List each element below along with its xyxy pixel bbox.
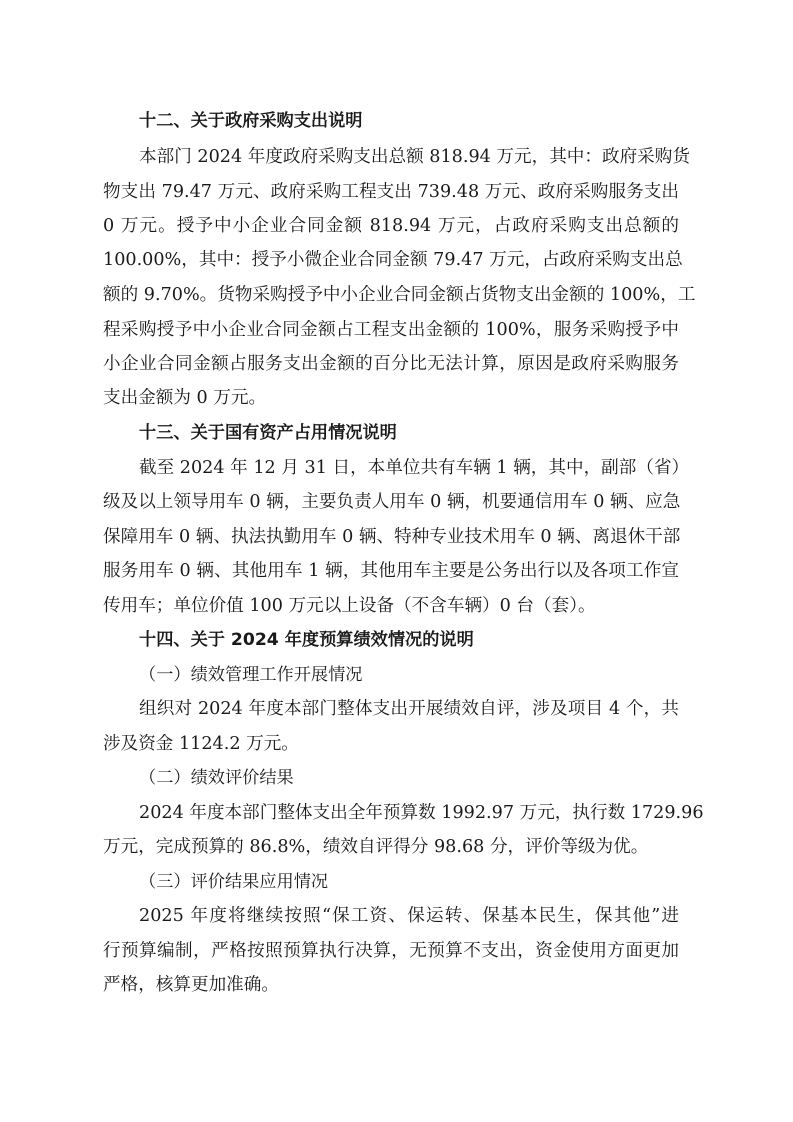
paragraph-line: 万元，完成预算的 86.8%，绩效自评得分 98.68 分，评价等级为优。 — [103, 837, 649, 857]
section-heading-14: 十四、关于 2024 年度预算绩效情况的说明 — [139, 630, 474, 650]
subsection-heading-3: （三）评价结果应用情况 — [139, 872, 329, 892]
paragraph-line: 程采购授予中小企业合同金额占工程支出金额的 100%，服务采购授予中 — [103, 320, 679, 340]
subsection-heading-2: （二）绩效评价结果 — [139, 768, 294, 788]
paragraph-line: 行预算编制，严格按照预算执行决算，无预算不支出，资金使用方面更加 — [103, 941, 679, 961]
paragraph-line: 2025 年度将继续按照“保工资、保运转、保基本民生，保其他”进 — [139, 906, 679, 926]
paragraph-line: 0 万元。授予中小企业合同金额 818.94 万元，占政府采购支出总额的 — [103, 216, 679, 236]
paragraph-line: 2024 年度本部门整体支出全年预算数 1992.97 万元，执行数 1729.96 — [139, 803, 704, 823]
paragraph-line: 涉及资金 1124.2 万元。 — [103, 734, 299, 754]
paragraph-line: 截至 2024 年 12 月 31 日，本单位共有车辆 1 辆，其中，副部（省） — [139, 458, 690, 478]
subsection-heading-1: （一）绩效管理工作开展情况 — [139, 665, 363, 685]
section-heading-12: 十二、关于政府采购支出说明 — [139, 111, 363, 131]
paragraph-line: 小企业合同金额占服务支出金额的百分比无法计算，原因是政府采购服务 — [103, 354, 679, 374]
paragraph-line: 组织对 2024 年度本部门整体支出开展绩效自评，涉及项目 4 个，共 — [139, 699, 679, 719]
paragraph-line: 额的 9.70%。货物采购授予中小企业合同金额占货物支出金额的 100%，工 — [103, 285, 696, 305]
paragraph-line: 传用车；单位价值 100 万元以上设备（不含车辆）0 台（套）。 — [103, 596, 596, 616]
paragraph-line: 本部门 2024 年度政府采购支出总额 818.94 万元，其中：政府采购货 — [139, 147, 690, 167]
section-heading-13: 十三、关于国有资产占用情况说明 — [139, 423, 397, 443]
paragraph-line: 物支出 79.47 万元、政府采购工程支出 739.48 万元、政府采购服务支出 — [103, 182, 679, 202]
paragraph-line: 保障用车 0 辆、执法执勤用车 0 辆、特种专业技术用车 0 辆、离退休干部 — [103, 527, 681, 547]
paragraph-line: 级及以上领导用车 0 辆，主要负责人用车 0 辆，机要通信用车 0 辆、应急 — [103, 492, 681, 512]
paragraph-line: 服务用车 0 辆、其他用车 1 辆，其他用车主要是公务出行以及各项工作宣 — [103, 561, 679, 581]
paragraph-line: 严格，核算更加准确。 — [103, 975, 279, 995]
paragraph-line: 支出金额为 0 万元。 — [103, 388, 267, 408]
paragraph-line: 100.00%，其中：授予小微企业合同金额 79.47 万元，占政府采购支出总 — [103, 250, 683, 270]
